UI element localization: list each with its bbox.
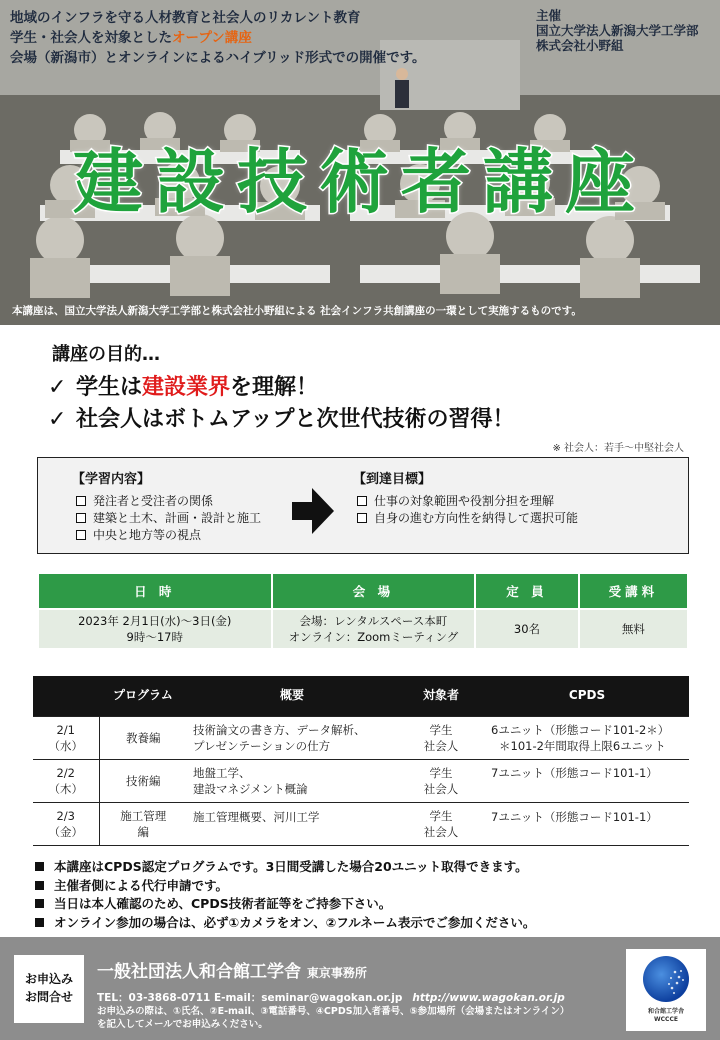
- table-row: [33, 759, 689, 802]
- program-table: [33, 676, 689, 846]
- organizer-university: 国立大学法人新潟大学工学部: [536, 23, 699, 38]
- page-title: 建設技術者講座: [73, 141, 647, 223]
- day-text: （木）: [48, 781, 83, 796]
- intro-line-2: [10, 28, 530, 48]
- summary-text-2: プレゼンテーションの仕方: [193, 738, 331, 753]
- date-text: 2/3: [56, 808, 75, 823]
- program-summary: [187, 802, 397, 845]
- learning-item: [72, 527, 261, 544]
- organizer-company: 株式会社小野組: [536, 38, 624, 53]
- learning-item-text: 発注者と受注者の関係: [93, 494, 214, 508]
- purpose-footnote: ※ 社会人：若手～中堅社会人: [552, 443, 684, 454]
- summary-text: 施工管理概要、河川工学: [193, 809, 320, 824]
- target-text-2: 社会人: [423, 824, 459, 839]
- header-date: [33, 676, 99, 716]
- schedule-capacity: 30名: [476, 610, 577, 648]
- list-item: [35, 895, 705, 914]
- program-name: [99, 802, 187, 845]
- org-branch: 東京事務所: [306, 966, 367, 980]
- cpds-note: ＊101-2年間取得上限6ユニット: [499, 738, 666, 753]
- target-text-2: 社会人: [423, 738, 459, 753]
- day-text: （水）: [48, 738, 83, 753]
- program-name-text: 技術編: [126, 773, 161, 788]
- header-summary: 概要: [187, 676, 397, 716]
- check-icon: ✓: [48, 375, 67, 400]
- apply-label: お申込み: [24, 972, 73, 986]
- table-row: [33, 716, 689, 759]
- goal-item: [353, 493, 578, 510]
- date-text: 2/2: [56, 765, 75, 780]
- org-name-text: 一般社団法人和合館工学舎: [97, 962, 301, 982]
- inquiry-label: お問合せ: [24, 990, 73, 1004]
- program-name-text-2: 編: [137, 824, 149, 839]
- venue-online: オンライン：Zoomミーティング: [288, 630, 459, 644]
- day-text: （金）: [48, 824, 83, 839]
- note-text: 当日は本人確認のため、CPDS技術者証等をご持参下さい。: [54, 896, 392, 911]
- open-course-highlight: オープン講座: [172, 30, 252, 46]
- bullet-square-icon: [35, 918, 44, 927]
- schedule-fee: 無料: [580, 610, 687, 648]
- learning-item: [72, 493, 261, 510]
- summary-text-2: 建設マネジメント概論: [193, 781, 308, 796]
- website-link[interactable]: http://www.wagokan.or.jp: [412, 992, 565, 1004]
- checkbox-square-icon: [76, 496, 86, 506]
- checkbox-square-icon: [357, 513, 367, 523]
- target-text: 学生: [429, 765, 453, 780]
- learning-item-text: 中央と地方等の視点: [93, 528, 202, 542]
- intro-line-3: 会場（新潟市）とオンラインによるハイブリッド形式での開催です。: [10, 50, 426, 66]
- venue-onsite: 会場：レンタルスペース本町: [299, 614, 448, 628]
- program-date: [33, 802, 99, 845]
- program-target: [397, 716, 485, 759]
- schedule-header-row: [39, 574, 687, 608]
- program-date: [33, 759, 99, 802]
- schedule-venue: [273, 610, 475, 648]
- target-text: 学生: [429, 808, 453, 823]
- learning-goals-heading: 【到達目標】: [353, 472, 432, 487]
- program-date: [33, 716, 99, 759]
- purpose-2-text: 社会人はボトムアップと次世代技術の習得！: [76, 407, 515, 432]
- program-summary: [187, 759, 397, 802]
- header-program: プログラム: [99, 676, 187, 716]
- right-arrow-icon: [292, 488, 334, 534]
- goal-item-text: 自身の進む方向性を納得して選択可能: [374, 511, 579, 525]
- program-name-text: 施工管理: [120, 808, 167, 823]
- intro-line-2-prefix: 学生・社会人を対象とした: [10, 30, 172, 46]
- date-text: 2/1: [56, 722, 75, 737]
- list-item: [35, 914, 705, 933]
- checkbox-square-icon: [76, 513, 86, 523]
- org-logo: [626, 949, 706, 1031]
- bullet-square-icon: [35, 862, 44, 871]
- organizer-block: [536, 8, 718, 53]
- target-text: 学生: [429, 722, 453, 737]
- header-target: 対象者: [397, 676, 485, 716]
- program-name-text: 教養編: [126, 730, 161, 745]
- note-text: 主催者側による代行申請です。: [54, 877, 229, 893]
- apply-instructions: [97, 1005, 617, 1031]
- date-range: 2023年 2月1日(水)～3日(金): [78, 614, 232, 628]
- learning-item-text: 建築と土木、計画・設計と施工: [93, 511, 262, 525]
- purpose-1-c: を理解！: [230, 375, 319, 400]
- schedule-date: [39, 610, 271, 648]
- header-capacity: 定 員: [476, 574, 577, 608]
- purpose-1-a: 学生は: [76, 375, 143, 400]
- header-datetime: 日 時: [39, 574, 271, 608]
- summary-text: 技術論文の書き方、データ解析、: [193, 722, 366, 737]
- globe-logo-icon: [641, 954, 691, 1004]
- program-target: [397, 759, 485, 802]
- note-text: オンライン参加の場合は、必ず①カメラをオン、②フルネーム表示でご参加ください。: [54, 914, 536, 930]
- learning-goals: [353, 468, 578, 527]
- bullet-square-icon: [35, 881, 44, 890]
- logo-text-jp: 和合館工学舎: [647, 1008, 684, 1015]
- construction-industry-highlight: 建設業界: [142, 375, 231, 400]
- checkbox-square-icon: [76, 530, 86, 540]
- goal-item: [353, 510, 578, 527]
- cpds-text: 7ユニット（形態コード101-1）: [491, 809, 658, 824]
- bullet-square-icon: [35, 899, 44, 908]
- program-cpds: [485, 716, 689, 759]
- program-cpds: [485, 759, 689, 802]
- notes-list: [35, 858, 705, 932]
- apply-box: [14, 955, 84, 1023]
- org-name: [97, 957, 367, 982]
- hero-banner: [0, 0, 720, 325]
- hero-note: 本講座は、国立大学法人新潟大学工学部と株式会社小野組による 社会インフラ共創講座の一環として実施するものです。: [12, 305, 582, 317]
- program-name: [99, 716, 187, 759]
- summary-text: 地盤工学、: [193, 765, 251, 780]
- logo-text-en: WCCCE: [654, 1016, 678, 1023]
- hero-intro: [10, 8, 530, 68]
- schedule-row: [39, 610, 687, 648]
- program-summary: [187, 716, 397, 759]
- checkbox-square-icon: [357, 496, 367, 506]
- list-item: [35, 858, 705, 877]
- header-venue: 会 場: [273, 574, 475, 608]
- instructions-line-2: を記入してメールでお申込みください。: [97, 1019, 268, 1030]
- check-icon: ✓: [48, 407, 67, 432]
- list-item: [35, 877, 705, 896]
- target-text-2: 社会人: [423, 781, 459, 796]
- contact-text[interactable]: TEL：03-3868-0711 E-mail：seminar@wagokan.or.jp: [97, 992, 403, 1004]
- cpds-text: 7ユニット（形態コード101-1）: [491, 765, 658, 780]
- contact-line: [97, 990, 565, 1005]
- program-name: [99, 759, 187, 802]
- program-header-row: [33, 676, 689, 716]
- instructions-line-1: お申込みの際は、①氏名、②E-mail、③電話番号、④CPDS加入者番号、⑤参加場所（会場またはオンライン）: [97, 1006, 570, 1017]
- learning-content-heading: 【学習内容】: [72, 472, 151, 487]
- learning-item: [72, 510, 261, 527]
- goal-item-text: 仕事の対象範囲や役割分担を理解: [374, 494, 555, 508]
- table-row: [33, 802, 689, 845]
- purpose-heading: 講座の目的…: [52, 344, 160, 365]
- header-fee: 受講料: [580, 574, 687, 608]
- purpose-line-1: [48, 370, 318, 401]
- schedule-table: [37, 572, 689, 650]
- purpose-line-2: [48, 402, 514, 433]
- program-target: [397, 802, 485, 845]
- note-text: 本講座はCPDS認定プログラムです。3日間受講した場合20ユニット取得できます。: [54, 859, 528, 874]
- header-cpds: CPDS: [485, 676, 689, 716]
- time-range: 9時～17時: [126, 630, 183, 644]
- organizer-label: 主催: [536, 8, 562, 23]
- learning-content: [72, 468, 261, 544]
- program-cpds: [485, 802, 689, 845]
- intro-line-1: 地域のインフラを守る人材教育と社会人のリカレント教育: [10, 10, 361, 26]
- learning-box: [37, 457, 689, 554]
- cpds-text: 6ユニット（形態コード101-2＊）: [491, 722, 670, 737]
- footer: [0, 937, 720, 1040]
